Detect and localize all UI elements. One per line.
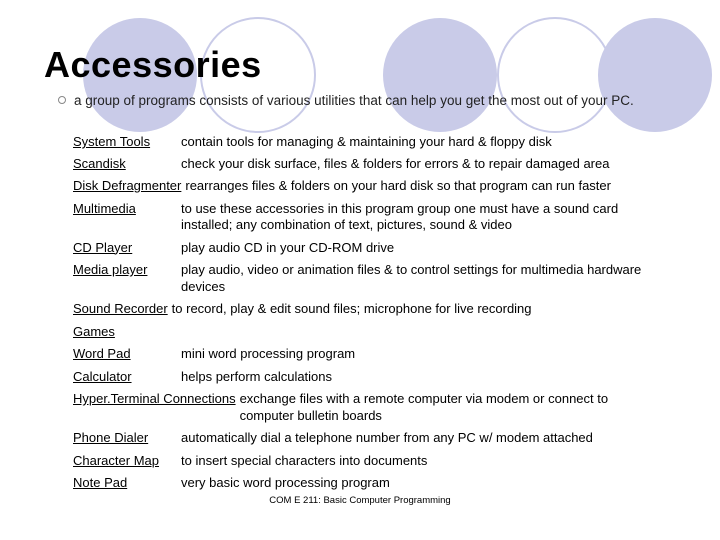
entry-desc: to insert special characters into documents	[181, 452, 428, 468]
list-item	[73, 134, 693, 151]
entry-desc: check your disk surface, files & folders for errors & to repair damaged area	[181, 155, 610, 171]
slide-title: Accessories	[44, 44, 262, 85]
list-item	[73, 156, 693, 173]
list-item	[73, 453, 693, 470]
decor-circle-outline	[498, 18, 612, 132]
list-item	[73, 475, 693, 492]
list-item	[73, 324, 693, 341]
entry-desc: to use these accessories in this program group one must have a sound card installed; any combination of text, pictures, sound & video	[181, 200, 619, 232]
entry-term: Media player	[73, 262, 148, 277]
decor-circle-filled	[598, 18, 712, 132]
entry-desc: play audio CD in your CD-ROM drive	[181, 239, 395, 255]
entry-desc: very basic word processing program	[181, 475, 390, 490]
intro-bullet	[74, 92, 634, 109]
list-item	[73, 430, 693, 447]
entry-desc: automatically dial a telephone number from any PC w/ modem attached	[181, 430, 593, 445]
list-item	[73, 369, 693, 386]
entry-term: Character Map	[73, 452, 159, 468]
entry-term: Games	[73, 323, 115, 339]
accessory-list	[73, 134, 693, 492]
list-item	[73, 262, 693, 295]
slide-footer: COM E 211: Basic Computer Programming	[269, 495, 451, 506]
circle-bullet-icon	[58, 96, 66, 104]
entry-desc: helps perform calculations	[181, 368, 333, 384]
entry-desc: mini word processing program	[181, 346, 356, 361]
entry-term: CD Player	[73, 239, 133, 255]
entry-desc: rearranges files & folders on your hard disk so that program can run faster	[185, 178, 611, 193]
entry-term: Sound Recorder	[73, 301, 168, 316]
entry-desc: exchange files with a remote computer via modem or connect to computer bulletin boards	[239, 391, 609, 423]
list-item	[73, 201, 693, 234]
entry-term: Disk Defragmenter	[73, 178, 182, 193]
entry-desc: contain tools for managing & maintaining your hard & floppy disk	[181, 134, 552, 149]
entry-desc: to record, play & edit sound files; microphone for live recording	[171, 301, 532, 316]
list-item	[73, 346, 693, 363]
intro-bullet-text: a group of programs consists of various utilities that can help you get the most out of your PC.	[74, 93, 634, 108]
list-item	[73, 240, 693, 257]
entry-desc: play audio, video or animation files & to control settings for multimedia hardware devices	[181, 262, 642, 294]
entry-term: Note Pad	[73, 475, 128, 490]
entry-term: Scandisk	[73, 155, 126, 171]
entry-term: Multimedia	[73, 200, 136, 216]
entry-desc	[181, 324, 693, 341]
list-item	[73, 391, 693, 424]
decor-circle-filled	[383, 18, 497, 132]
entry-term: Phone Dialer	[73, 430, 149, 445]
list-item	[73, 178, 693, 195]
list-item	[73, 301, 693, 318]
entry-term: Hyper.Terminal Connections	[73, 391, 236, 406]
entry-term: Word Pad	[73, 346, 131, 361]
entry-term: System Tools	[73, 134, 151, 149]
entry-term: Calculator	[73, 368, 132, 384]
